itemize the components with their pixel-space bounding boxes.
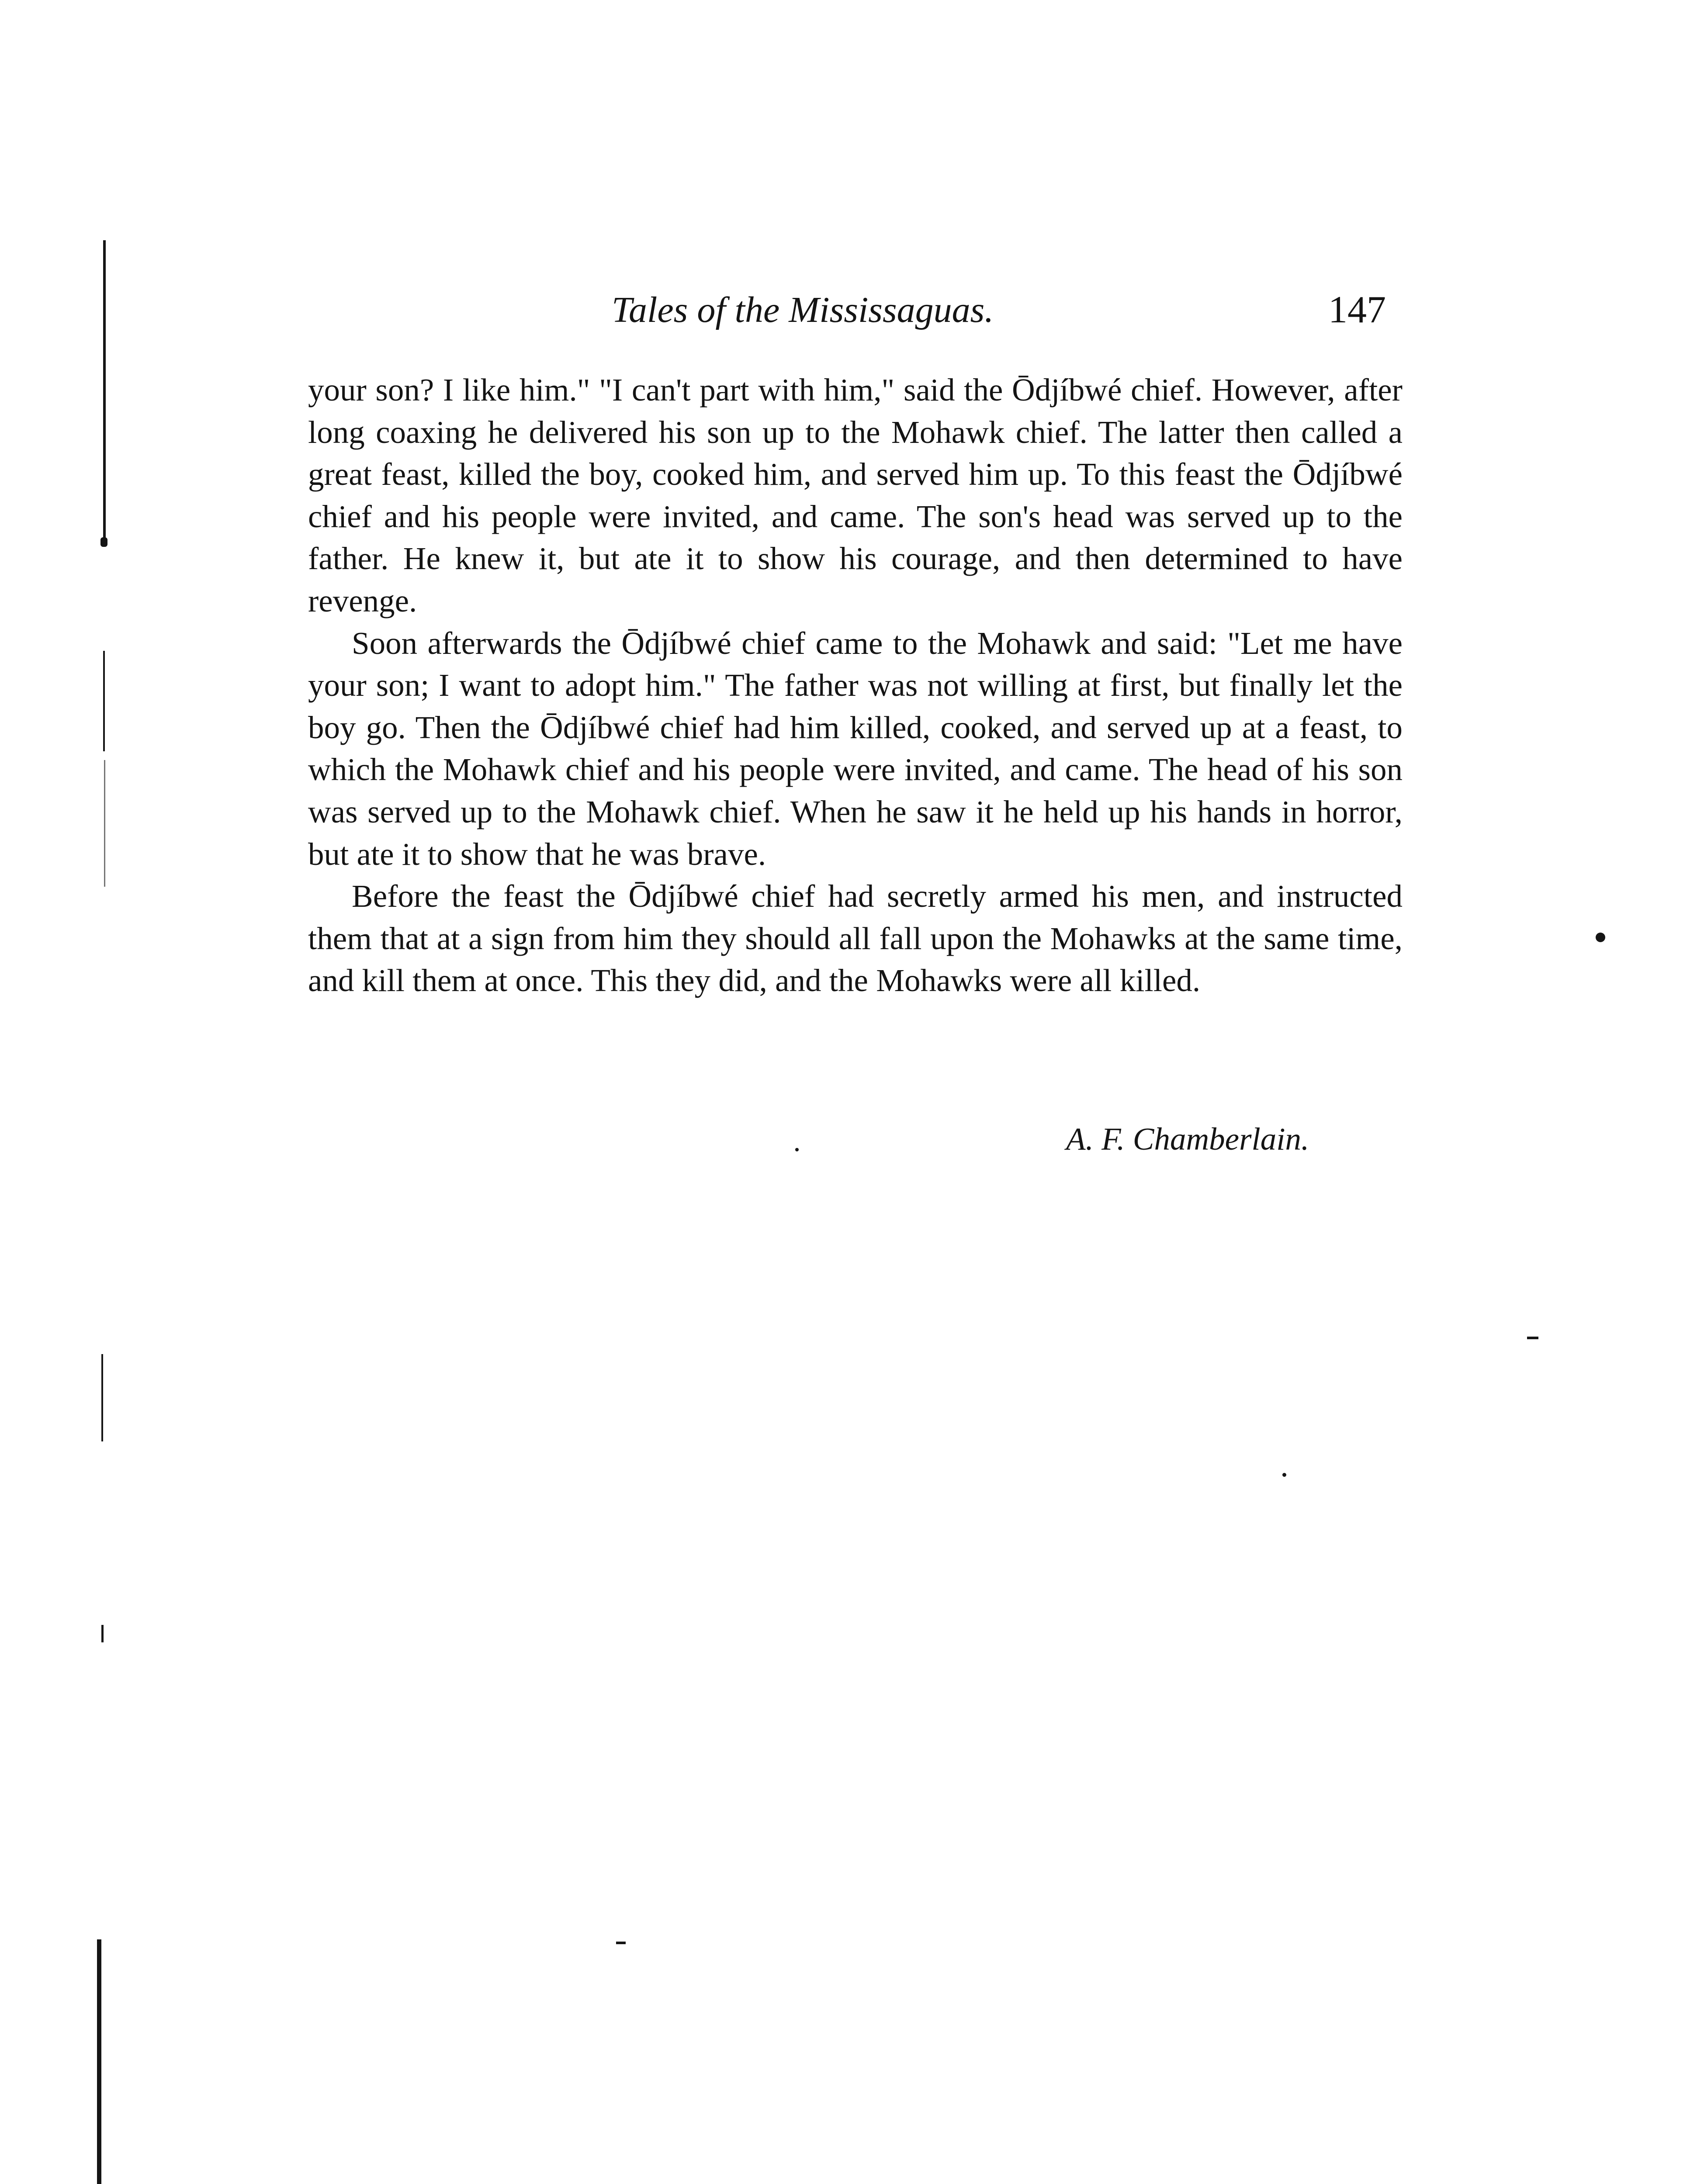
running-title: Tales of the Mississaguas.: [612, 290, 994, 330]
scan-mark-left-2: [100, 537, 107, 547]
scan-mark-left-6: [101, 1625, 104, 1642]
scan-mark-left-1: [103, 240, 106, 546]
scan-mark-left-5: [101, 1354, 103, 1441]
paragraph-3: Before the feast the Ōdjíbwé chief had secretly armed his men, and instructed them that at a sign from him they should all fall upon the Mohawks at the same time, and kill them at once. This they did, and the Mohawks were all killed.: [308, 878, 1403, 999]
paragraph-1: your son? I like him." "I can't part with him," said the Ōdjíbwé chief. However, after long coaxing he delivered his son up to the Mohawk chief. The latter then called a great feast, killed the boy, cooked him, and served him up. To this feast the Ōdjíbwé chief and his people were invited, and came. The son's head was served up to the father. He knew it, but ate it to show his courage, and then determined to have revenge.: [308, 372, 1403, 619]
scan-mark-left-3: [103, 651, 105, 751]
scan-dot-mid: [1282, 1473, 1286, 1477]
scan-mark-left-4: [104, 760, 105, 887]
paragraph-2: Soon afterwards the Ōdjíbwé chief came to the Mohawk and said: "Let me have your son; I want to adopt him." The father was not willing at first, but finally let the boy go. Then the Ōdjíbwé chief had him killed, cooked, and served up at a feast, to which the Mohawk chief and his people were invited, and came. The head of his son was served up to the Mohawk chief. When he saw it he held up his hands in horror, but ate it to show that he was brave.: [308, 625, 1403, 872]
scan-mark-left-7: [97, 1939, 101, 2184]
author-signature: A. F. Chamberlain.: [1066, 1121, 1309, 1157]
scan-dash-right: [1527, 1337, 1538, 1339]
page-number: 147: [1328, 289, 1386, 331]
scan-dash-lower: [616, 1942, 626, 1944]
scan-dot-sig: [795, 1148, 799, 1151]
body-text: [308, 369, 1403, 1002]
scan-dot-right: [1596, 933, 1605, 942]
